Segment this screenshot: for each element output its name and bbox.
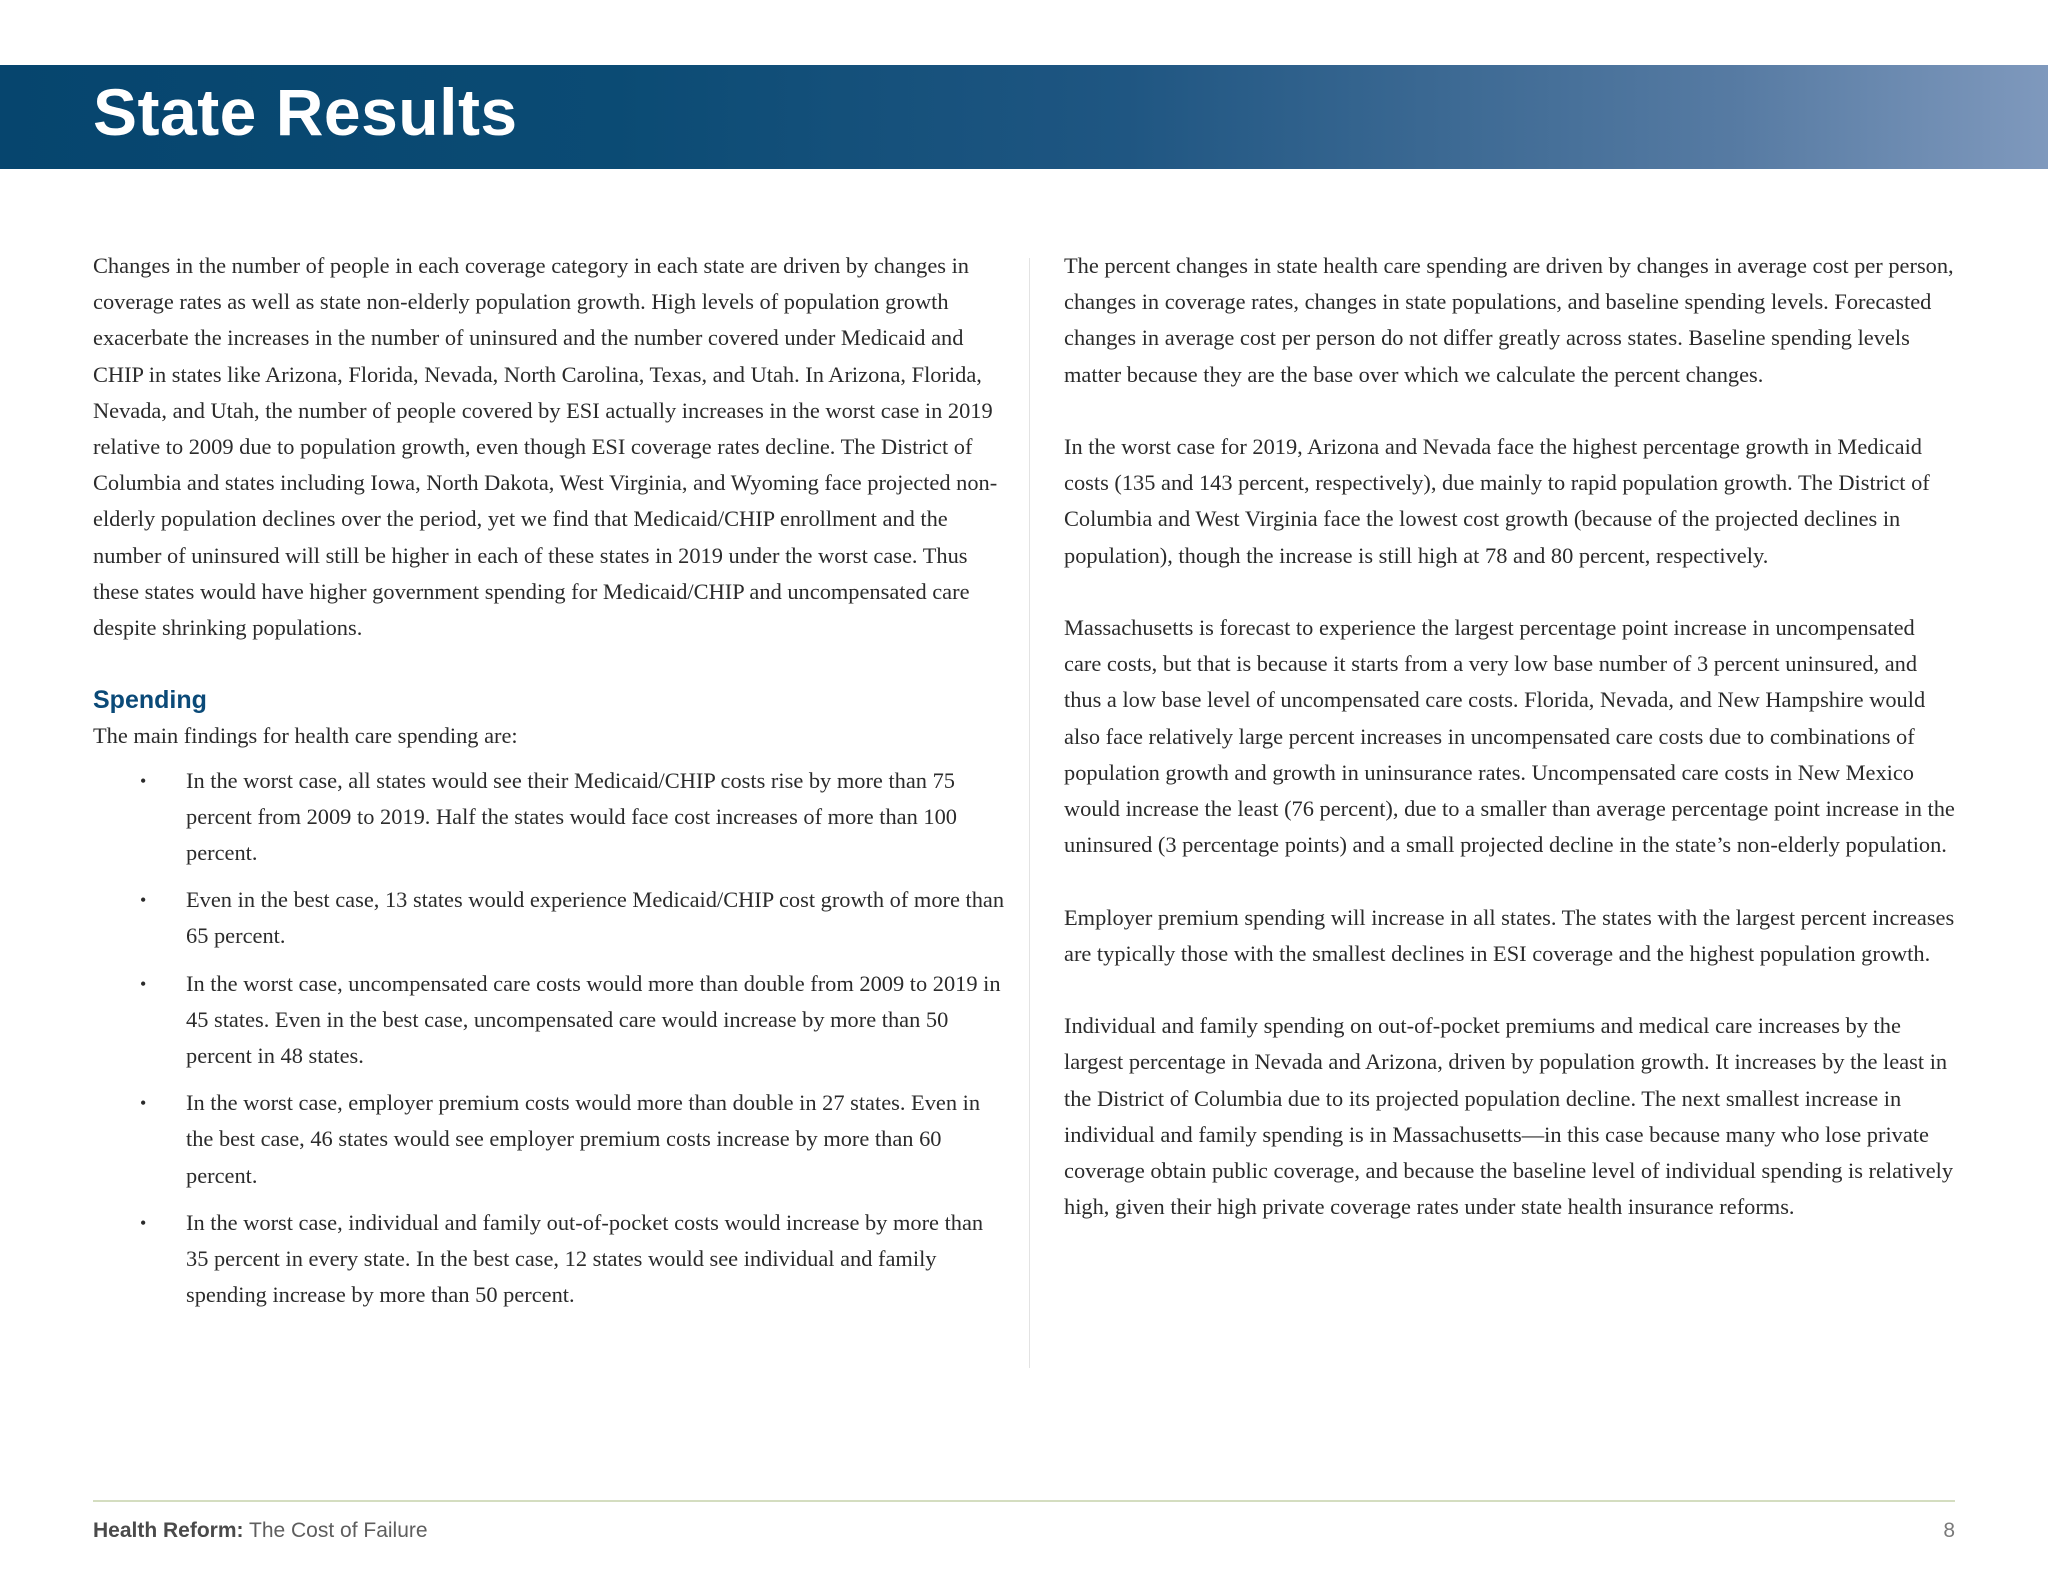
footer-divider — [93, 1500, 1955, 1502]
bullet-icon: • — [140, 1093, 147, 1114]
spending-heading: Spending — [93, 686, 207, 715]
spending-drivers-paragraph: The percent changes in state health care spending are driven by changes in average cost per person, changes in coverage rates, changes in state populations, and baseline spending levels. Forecasted changes in average cost per person do not differ greatly across states. Baseline spending levels matter because they are the base over which we calculate the percent changes. — [1064, 253, 1954, 387]
finding-text: In the worst case, uncompensated care costs would more than double from 2009 to 2019 in 45 states. Even in the best case, uncompensated care would increase by more than 50 percent in 48 states. — [186, 970, 1001, 1069]
bullet-icon: • — [140, 1212, 147, 1233]
footer-title-bold: Health Reform: — [93, 1519, 244, 1542]
footer-title — [93, 1519, 428, 1543]
medicaid-costs-paragraph: In the worst case for 2019, Arizona and Nevada face the highest percentage growth in Medicaid costs (135 and 143 percent, respectively), due mainly to rapid population growth. The District of Columbia and West Virginia face the lowest cost growth (because of the projected declines in population), though the increase is still high at 78 and 80 percent, respectively. — [1064, 434, 1930, 568]
footer-title-rest: The Cost of Failure — [243, 1519, 428, 1542]
coverage-paragraph: Changes in the number of people in each coverage category in each state are driven by changes in coverage rates as well as state non-elderly population growth. High levels of population growth exacerbate the increases in the number of uninsured and the number covered under Medicaid and CHIP in states like Arizona, Florida, Nevada, North Carolina, Texas, and Utah. In Arizona, Florida, Nevada, and Utah, the number of people covered by ESI actually increases in the worst case in 2019 relative to 2009 due to population growth, even though ESI coverage rates decline. The District of Columbia and states including Iowa, North Dakota, West Virginia, and Wyoming face projected non-elderly population declines over the period, yet we find that Medicaid/CHIP enrollment and the number of uninsured will still be higher in each of these states in 2019 under the worst case. Thus these states would have higher government spending for Medicaid/CHIP and uncompensated care despite shrinking populations. — [93, 253, 998, 641]
finding-text: In the worst case, all states would see their Medicaid/CHIP costs rise by more than 75 percent from 2009 to 2019. Half the states would face cost increases of more than 100 percent. — [186, 767, 957, 866]
left-column — [93, 248, 1008, 1324]
bullet-icon: • — [140, 973, 147, 994]
uncompensated-care-paragraph: Massachusetts is forecast to experience the largest percentage point increase in uncompensated care costs, but that is because it starts from a very low base number of 3 percent uninsured, and thus a low base level of uncompensated care costs. Florida, Nevada, and New Hampshire would also face relatively large percent increases in uncompensated care costs due to combinations of population growth and growth in uninsurance rates. Uncompensated care costs in New Mexico would increase the least (76 percent), due to a smaller than average percentage point increase in the uninsured (3 percentage points) and a small projected decline in the state’s non-elderly population. — [1064, 615, 1955, 858]
finding-item — [93, 763, 1008, 872]
finding-text: Even in the best case, 13 states would experience Medicaid/CHIP cost growth of more than 65 percent. — [186, 887, 1005, 949]
column-divider — [1029, 258, 1030, 1368]
bullet-icon: • — [140, 770, 147, 791]
finding-item — [93, 1085, 1008, 1194]
header-banner — [0, 65, 2048, 169]
finding-item — [93, 882, 1008, 954]
employer-premium-paragraph: Employer premium spending will increase in all states. The states with the largest percent increases are typically those with the smallest declines in ESI coverage and the highest population growth. — [1064, 904, 1955, 966]
finding-item — [93, 1205, 1008, 1314]
page-title: State Results — [93, 75, 518, 149]
finding-text: In the worst case, employer premium costs would more than double in 27 states. Even in the best case, 46 states would see employer premium costs increase by more than 60 percent. — [186, 1090, 981, 1188]
finding-item — [93, 966, 1008, 1075]
finding-text: In the worst case, individual and family out-of-pocket costs would increase by more than 35 percent in every state. In the best case, 12 states would see individual and family spending increase by more than 50 percent. — [186, 1209, 984, 1308]
findings-list — [93, 763, 1008, 1314]
spending-intro: The main findings for health care spending are: — [93, 723, 518, 749]
right-column — [1064, 248, 1956, 1262]
bullet-icon: • — [140, 890, 147, 911]
individual-spending-paragraph: Individual and family spending on out-of-pocket premiums and medical care increases by the largest percentage in Nevada and Arizona, driven by population growth. It increases by the least in the District of Columbia due to its projected population decline. The next smallest increase in individual and family spending is in Massachusetts—in this case because many who lose private coverage obtain public coverage, and because the baseline level of individual spending is relatively high, given their high private coverage rates under state health insurance reforms. — [1064, 1013, 1954, 1220]
page-number: 8 — [1943, 1519, 1955, 1542]
